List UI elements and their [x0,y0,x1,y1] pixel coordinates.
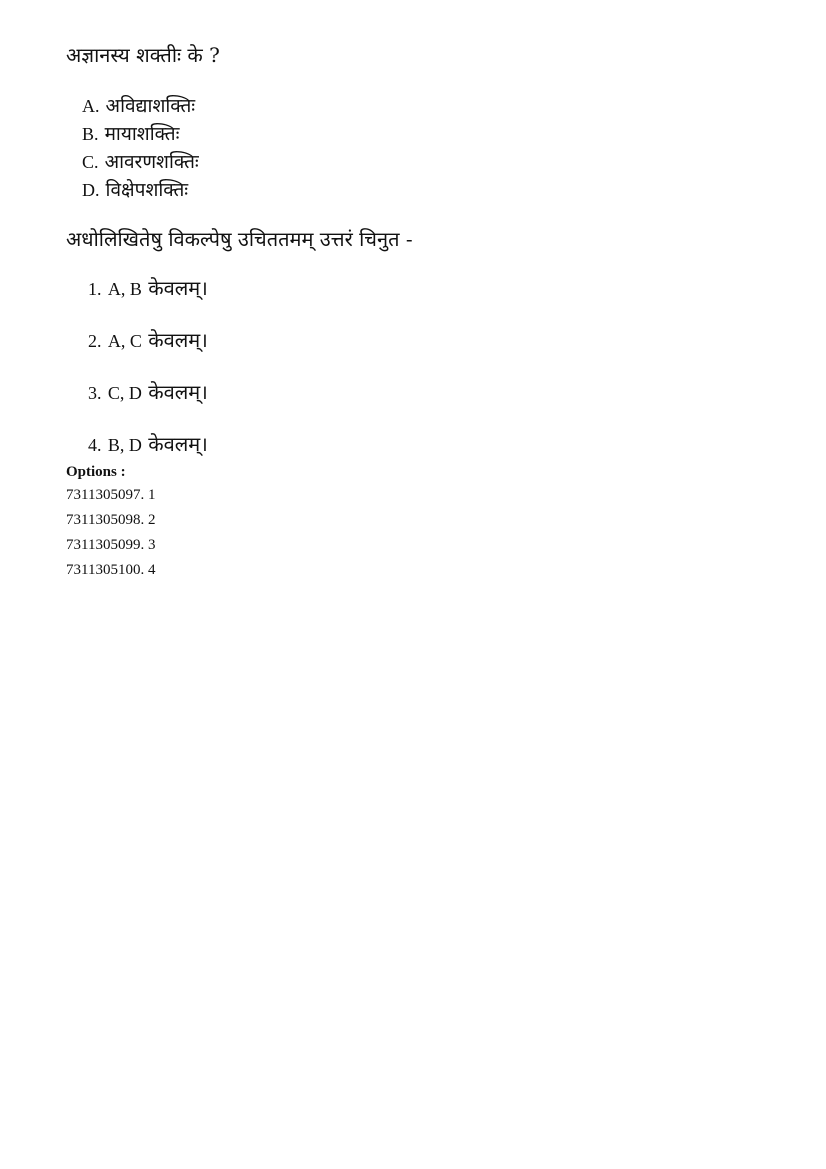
statement-text: अविद्याशक्तिः [105,95,196,117]
statement-item-c [82,148,199,176]
choice-text: केवलम्। [148,276,208,300]
options-heading: Options : [66,464,126,480]
option-id-item: 7311305097. 1 [66,487,156,503]
choice-letters: C, D [107,383,142,403]
choice-text: केवलम्। [148,328,208,352]
statement-letter: A. [82,96,100,116]
choice-letters: B, D [107,435,142,455]
option-id-item: 7311305100. 4 [66,562,156,578]
choice-item-2 [88,325,208,377]
statement-item-d [82,176,199,204]
choice-text: केवलम्। [148,432,208,456]
choice-letters: A, C [107,331,142,351]
choice-item-1 [88,273,208,325]
choice-number: 2. [88,331,102,351]
question-text: अज्ञानस्य शक्तीः के ? [66,43,220,67]
statement-text: विक्षेपशक्तिः [105,179,189,201]
choice-list [88,273,208,481]
option-id-item: 7311305098. 2 [66,512,156,528]
statement-text: आवरणशक्तिः [104,151,199,173]
statement-letter: C. [82,152,99,172]
instruction-text: अधोलिखितेषु विकल्पेषु उचिततमम् उत्तरं चिनुत - [66,227,413,251]
choice-item-3 [88,377,208,429]
option-id-list [66,485,155,585]
statement-letter: D. [82,180,100,200]
choice-text: केवलम्। [148,380,208,404]
statement-letter: B. [82,124,99,144]
statement-list [82,92,199,204]
choice-number: 3. [88,383,102,403]
statement-item-a [82,92,199,120]
choice-number: 1. [88,279,102,299]
statement-item-b [82,120,199,148]
option-id-item: 7311305099. 3 [66,537,156,553]
choice-letters: A, B [107,279,142,299]
statement-text: मायाशक्तिः [104,123,180,145]
choice-number: 4. [88,435,102,455]
